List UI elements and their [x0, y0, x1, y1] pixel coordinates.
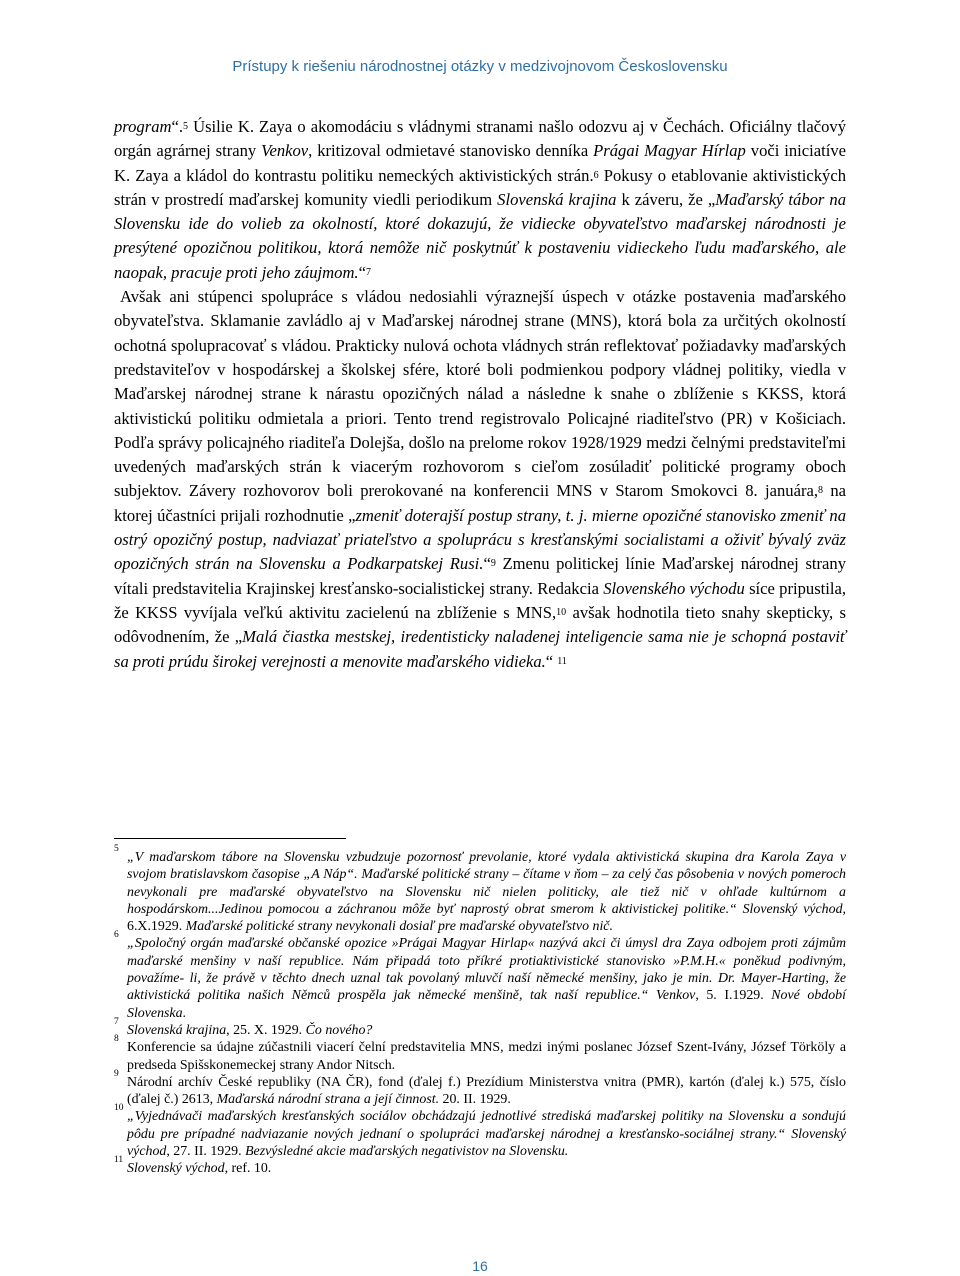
- footnote-text: [126, 1074, 846, 1109]
- footnote-number: 11: [114, 1155, 124, 1166]
- text-run: “: [483, 554, 491, 574]
- text-run: “: [358, 262, 366, 282]
- footnote-text: [126, 1160, 846, 1177]
- italic-text: Maďarský tábor na Slovensku ide do volieb za okolností, ktoré dokazujú, že vidiecke obyvateľstvo maďarskej národnosti je presýtené opozičnou politikou, ktorá nemôže nič poskytnúť k postaveniu vidieckeho ľudu maďarského, ale naopak, pracuje proti jeho záujmom.: [114, 189, 846, 282]
- footnote: [114, 1034, 846, 1074]
- paragraph-2: [114, 285, 846, 674]
- footnote: [114, 844, 846, 935]
- text-run: 6.X.1929.: [127, 919, 186, 935]
- text-run: , ref. 10.: [224, 1161, 272, 1177]
- footnote: [114, 1103, 846, 1160]
- footnote-number: 8: [114, 1034, 119, 1045]
- italic-text: Maďarské politické strany nevykonali dosiaľ pre maďarské obyvateľstvo nič.: [185, 919, 613, 935]
- footnote: [114, 1155, 846, 1177]
- text-run: Zmenu politickej línie Maďarskej národnej strany vítali predstavitelia Krajinskej kresťansko-socialistickej strany. Redakcia: [114, 554, 846, 598]
- text-run: Národní archív České republiky (NA ČR), fond (ďalej f.) Prezídium Ministerstva vnitra (PMR), kartón (ďalej k.) 575, číslo (ďalej č.) 2613,: [127, 1074, 846, 1108]
- italic-text: zmeniť doterajší postup strany, t. j. mierne opozičné stanovisko zmeniť na ostrý opozičný postup, nadviazať priateľstvo a spoluprácu s kresťanskými socialistami a oživiť bývalý zväz opozičných strán na Slovensku a Podkarpatskej Rusi.: [114, 505, 846, 574]
- italic-text: Čo nového?: [305, 1022, 373, 1038]
- footnote-ref: 7: [365, 266, 371, 278]
- footnotes: [114, 844, 846, 1178]
- italic-text: Prágai Magyar Hírlap: [593, 141, 746, 161]
- text-run: voči iniciatíve K. Zaya a kládol do kontrastu politiku nemeckých aktivistických strán.: [114, 141, 847, 185]
- italic-text: Maďarská národní strana a její činnost.: [216, 1092, 440, 1108]
- footnote-ref: 6: [593, 169, 599, 181]
- text-run: na ktorej účastníci prijali rozhodnutie „: [114, 481, 846, 525]
- italic-text: „V maďarskom tábore na Slovensku vzbudzuje pozornosť prevolanie, ktoré vydala aktivistická skupina dra Karola Zaya v svojom bratislavskom časopise „A Náp“. Maďarské politické strany – čítame v ňom – za celý čas pôsobenia v nových pomeroch nevykonali pre maďarské obyvateľstvo na Slovensku nič nielen politicky, ale tiež nič v ohľade kultúrnom a hospodárskom...Jedinou pomocou a záchranou môže byť naprostý obrat smerom k aktivistickej politike.“ Slovenský východ,: [127, 850, 846, 917]
- page-number: 16: [472, 1258, 488, 1274]
- footnote-number: 10: [114, 1103, 124, 1114]
- text-run: , kritizoval odmietavé stanovisko denníka: [308, 141, 594, 161]
- footnote-ref: 9: [490, 558, 496, 570]
- text-run: “.: [171, 117, 183, 136]
- footnote-text: [126, 849, 846, 935]
- italic-text: Slovenská krajina: [497, 189, 617, 209]
- footnote-text: [126, 935, 846, 1021]
- text-run: Pokusy o etablovanie aktivistických strán v prostredí maďarskej komunity viedli periodikum: [114, 165, 846, 209]
- text-run: , 5. I.1929.: [695, 988, 772, 1004]
- footnote-text: [126, 1022, 846, 1039]
- italic-text: Nové období Slovenska: [127, 988, 846, 1021]
- text-run: avšak hodnotila tieto snahy skepticky, s odôvodnením, že „: [114, 602, 846, 647]
- footnote-number: 9: [114, 1068, 119, 1079]
- footnote-number: 7: [114, 1016, 119, 1027]
- italic-text: Slovenská krajina: [127, 1022, 227, 1038]
- footnote-ref: 10: [556, 606, 567, 618]
- italic-text: „Spoločný orgán maďarské občanské opozice »Prágai Magyar Hirlap« nazývá akci či úmysl dra Zaya odbojem proti zájmům maďarské menšiny v naší republice. Nám připadá toto příkré protiaktivistické stanovisko »P.M.H.« poněkud podivným, považíme- li, že právě v těchto dnech uznal tak povolaný mluvčí naší německé menšiny, jako je min. Dr. Mayer-Harting, že aktivistická politika našich Němců prospěla jak německé menšině, tak naší republice.“ Venkov: [127, 936, 846, 1004]
- footnote-separator: [114, 838, 346, 839]
- footnote-ref: 5: [183, 121, 188, 132]
- footnote-number: 6: [114, 930, 119, 941]
- footnote-ref: 11: [557, 655, 567, 667]
- italic-text: „Vyjednávači maďarských kresťanských sociálov obchádzajú jednotlivé strediská maďarskej politiky na Slovensku a sondujú pôdu pre prípadné nadviazanie nových jednaní o spolupráci maďarskej národnej a kresťansko-sociálnej strany.“ Slovenský východ: [127, 1109, 846, 1160]
- text-run: Konferencie sa údajne zúčastnili viacerí čelní predstavitelia MNS, medzi inými poslanec József Szent-Ivány, József Törköly a predseda Spišskonemeckej strany Andor Nitsch.: [127, 1040, 846, 1073]
- footnote-ref: 8: [818, 485, 823, 497]
- text-run: Úsilie K. Zaya o akomodáciu s vládnymi stranami našlo odozvu aj v Čechách. Oficiálny tlačový orgán agrárnej strany: [114, 117, 846, 161]
- footnote: [114, 1068, 846, 1109]
- text-run: “: [545, 651, 558, 671]
- text-run: , 25. X. 1929.: [226, 1022, 306, 1038]
- italic-text: program: [114, 117, 172, 136]
- footnote-text: [126, 1039, 846, 1074]
- text-run: .: [182, 1005, 187, 1021]
- text-run: , 27. II. 1929.: [166, 1144, 246, 1160]
- italic-text: Malá čiastka mestskej, iredentisticky naladenej inteligencie sama nie je schopná postaviť sa proti prúdu širokej verejnosti a menovite maďarského vidieka.: [114, 627, 846, 671]
- text-run: 20. II. 1929.: [439, 1092, 511, 1108]
- italic-text: Venkov: [261, 141, 309, 161]
- text-run: k záveru, že „: [616, 189, 716, 209]
- italic-text: Bezvýsledné akcie maďarských negativistov na Slovensku.: [245, 1144, 569, 1160]
- footnote: [114, 1016, 846, 1039]
- footnote-text: [126, 1108, 846, 1160]
- text-run: síce pripustila, že KKSS vyvíjala veľkú aktivitu zacielenú na zblíženie s MNS,: [114, 578, 846, 622]
- italic-text: Slovenského východu: [603, 578, 745, 598]
- running-header: Prístupy k riešeniu národnostnej otázky v medzivojnovom Československu: [232, 58, 728, 75]
- footnote: [114, 930, 846, 1021]
- italic-text: Slovenský východ: [127, 1161, 225, 1177]
- text-run: Avšak ani stúpenci spolupráce s vládou nedosiahli výraznejší úspech v otázke postavenia maďarského obyvateľstva. Sklamanie zavládlo aj v Maďarskej národnej strane (MNS), ktorá bola za určitých okolností ochotná spolupracovať s vládou. Prakticky nulová ochota vládnych strán reflektovať požiadavky maďarských predstaviteľov v hospodárskej a školskej sfére, ktoré boli podmienkou podpory vládnej politiky, viedla v Maďarskej národnej strane k nárastu opozičných nálad a následne k snahe o zblíženie s KKSS, ktorá aktivistickú politiku odmietala a priori. Tento trend registrovalo Policajné riaditeľstvo (PR) v Košiciach. Podľa správy policajného riaditeľa Dolejša, došlo na prelome rokov 1928/1929 medzi čelnými predstaviteľmi uvedených maďarských strán k viacerým rozhovorom s cieľom zosúladiť politické programy oboch subjektov. Závery rozhovorov boli prerokované na konferencii MNS v Starom Smokovci 8. januára,: [114, 287, 846, 501]
- footnote-number: 5: [114, 844, 119, 854]
- main-text: [114, 115, 846, 674]
- paragraph-1: [114, 115, 846, 285]
